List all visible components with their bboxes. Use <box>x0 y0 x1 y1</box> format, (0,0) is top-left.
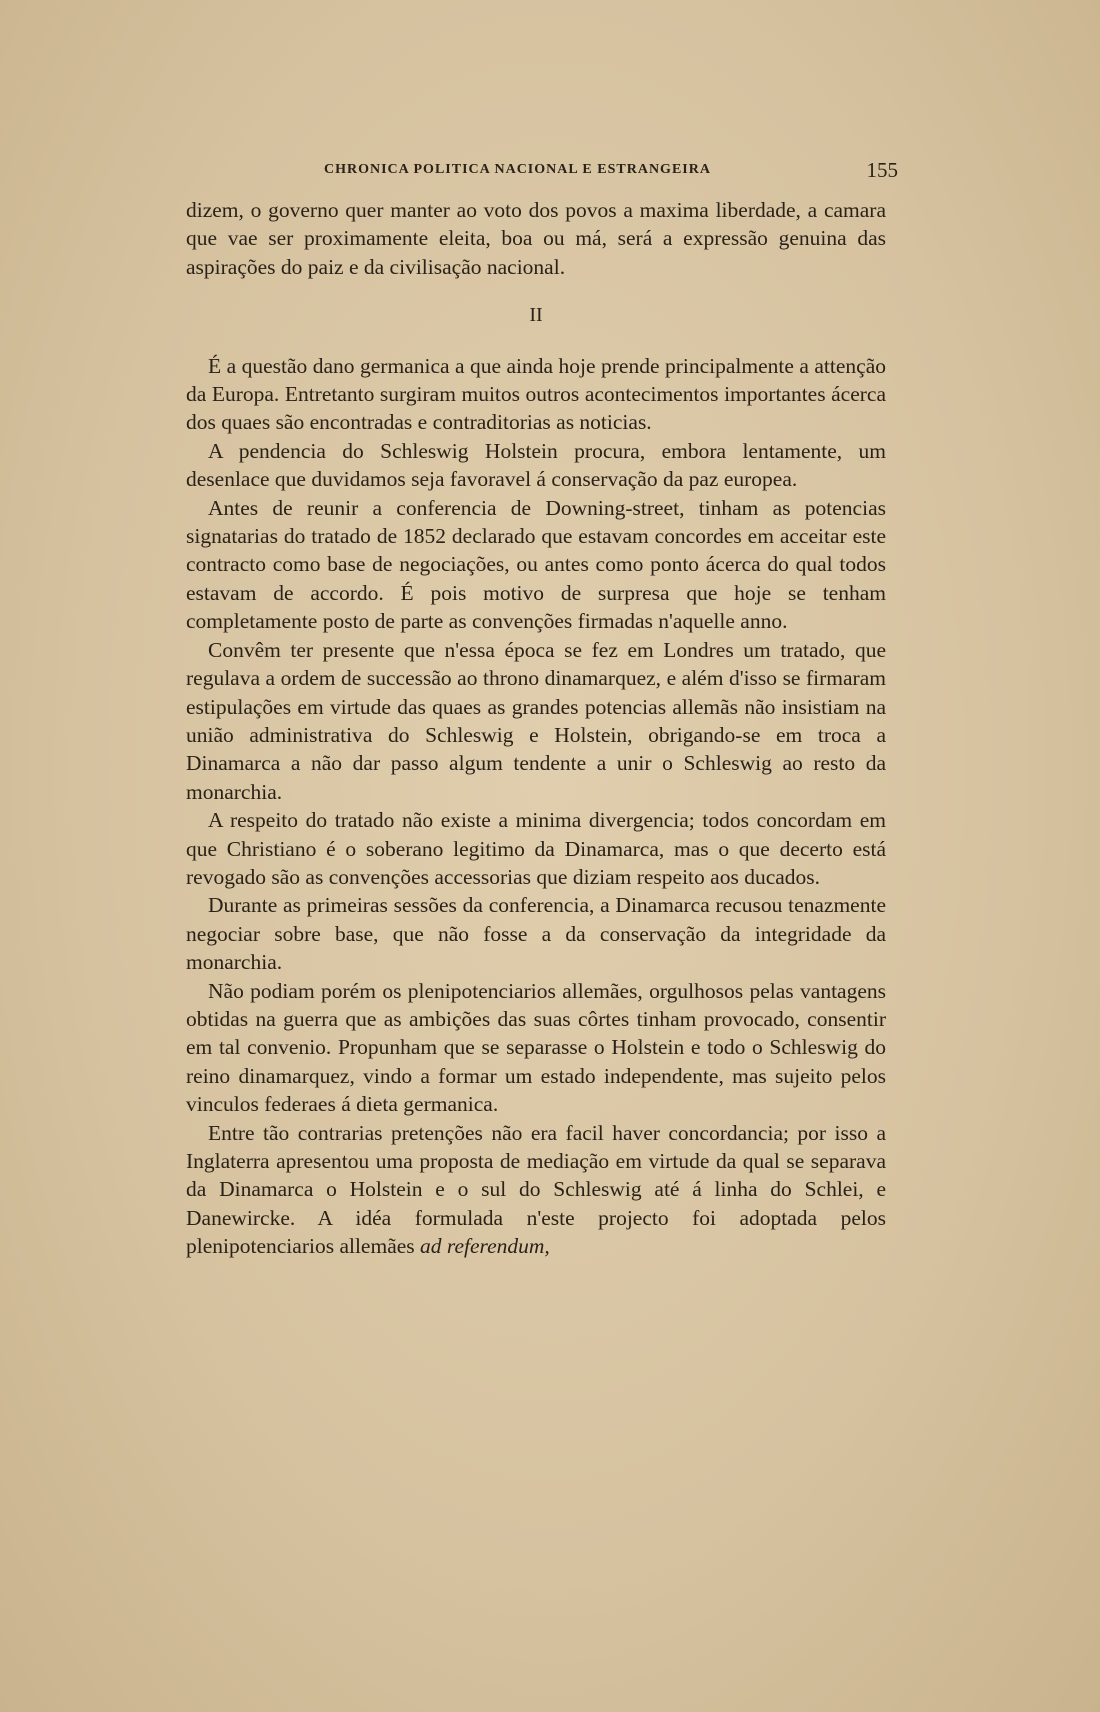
paragraph <box>186 1119 886 1261</box>
paragraph: A pendencia do Schleswig Holstein procura, embora lentamente, um desenlace que duvidamos seja favoravel á conservação da paz europea. <box>186 438 886 492</box>
paragraph-text: Entre tão contrarias pretenções não era facil haver concordancia; por isso a Inglaterra apresentou uma proposta de mediação em virtude da qual se separava da Dinamarca o Holstein e o sul do Schleswig até á linha do Schlei, e Danewircke. A idéa formulada n'este projecto foi adoptada pelos plenipotenciarios allemães <box>186 1120 886 1259</box>
running-header <box>186 160 898 188</box>
paragraph: Não podiam porém os plenipotenciarios allemães, orgulhosos pelas vantagens obtidas na guerra que as ambições das suas côrtes tinham provocado, consentir em tal convenio. Propunham que se separasse o Holstein e todo o Schleswig do reino dinamarquez, vindo a formar um estado independente, mas sujeito pelos vinculos federaes á dieta germanica. <box>186 978 886 1117</box>
italic-phrase: ad referendum, <box>420 1234 550 1259</box>
paragraph: dizem, o governo quer manter ao voto dos povos a maxima liberdade, a camara que vae ser proximamente eleita, boa ou má, será a expressão genuina das aspirações do paiz e da civilisação nacional. <box>186 198 886 279</box>
paragraph: A respeito do tratado não existe a minima divergencia; todos concordam em que Christiano é o soberano legitimo da Dinamarca, mas o que decerto está revogado são as convenções accessorias que diziam respeito aos ducados. <box>186 808 886 889</box>
section-heading: II <box>529 304 543 327</box>
paragraph: Convêm ter presente que n'essa época se fez em Londres um tratado, que regulava a ordem de successão ao throno dinamarquez, e além d'isso se firmaram estipulações em virtude das quaes as grandes potencias allemãs não insistiam na união administrativa do Schleswig e Holstein, obrigando-se em troca a Dinamarca a não dar passo algum tendente a unir o Schleswig ao resto da monarchia. <box>186 637 886 804</box>
page-number: 155 <box>866 158 898 182</box>
paragraph: É a questão dano germanica a que ainda hoje prende principalmente a attenção da Europa. Entretanto surgiram muitos outros acontecimentos importantes ácerca dos quaes são encontradas e contraditorias as noticias. <box>186 353 886 435</box>
paragraph: Antes de reunir a conferencia de Downing-street, tinham as potencias signatarias do tratado de 1852 declarado que estavam concordes em acceitar este contracto como base de negociações, ou antes como ponto ácerca do qual todos estavam de accordo. É pois motivo de surpresa que hoje se tenham completamente posto de parte as convenções firmadas n'aquelle anno. <box>186 495 886 634</box>
paragraph: Durante as primeiras sessões da conferencia, a Dinamarca recusou tenazmente negociar sobre base, que não fosse a da conservação da integridade da monarchia. <box>186 893 886 975</box>
header-title: CHRONICA POLITICA NACIONAL E ESTRANGEIRA <box>324 162 711 177</box>
body-text <box>186 196 886 1261</box>
